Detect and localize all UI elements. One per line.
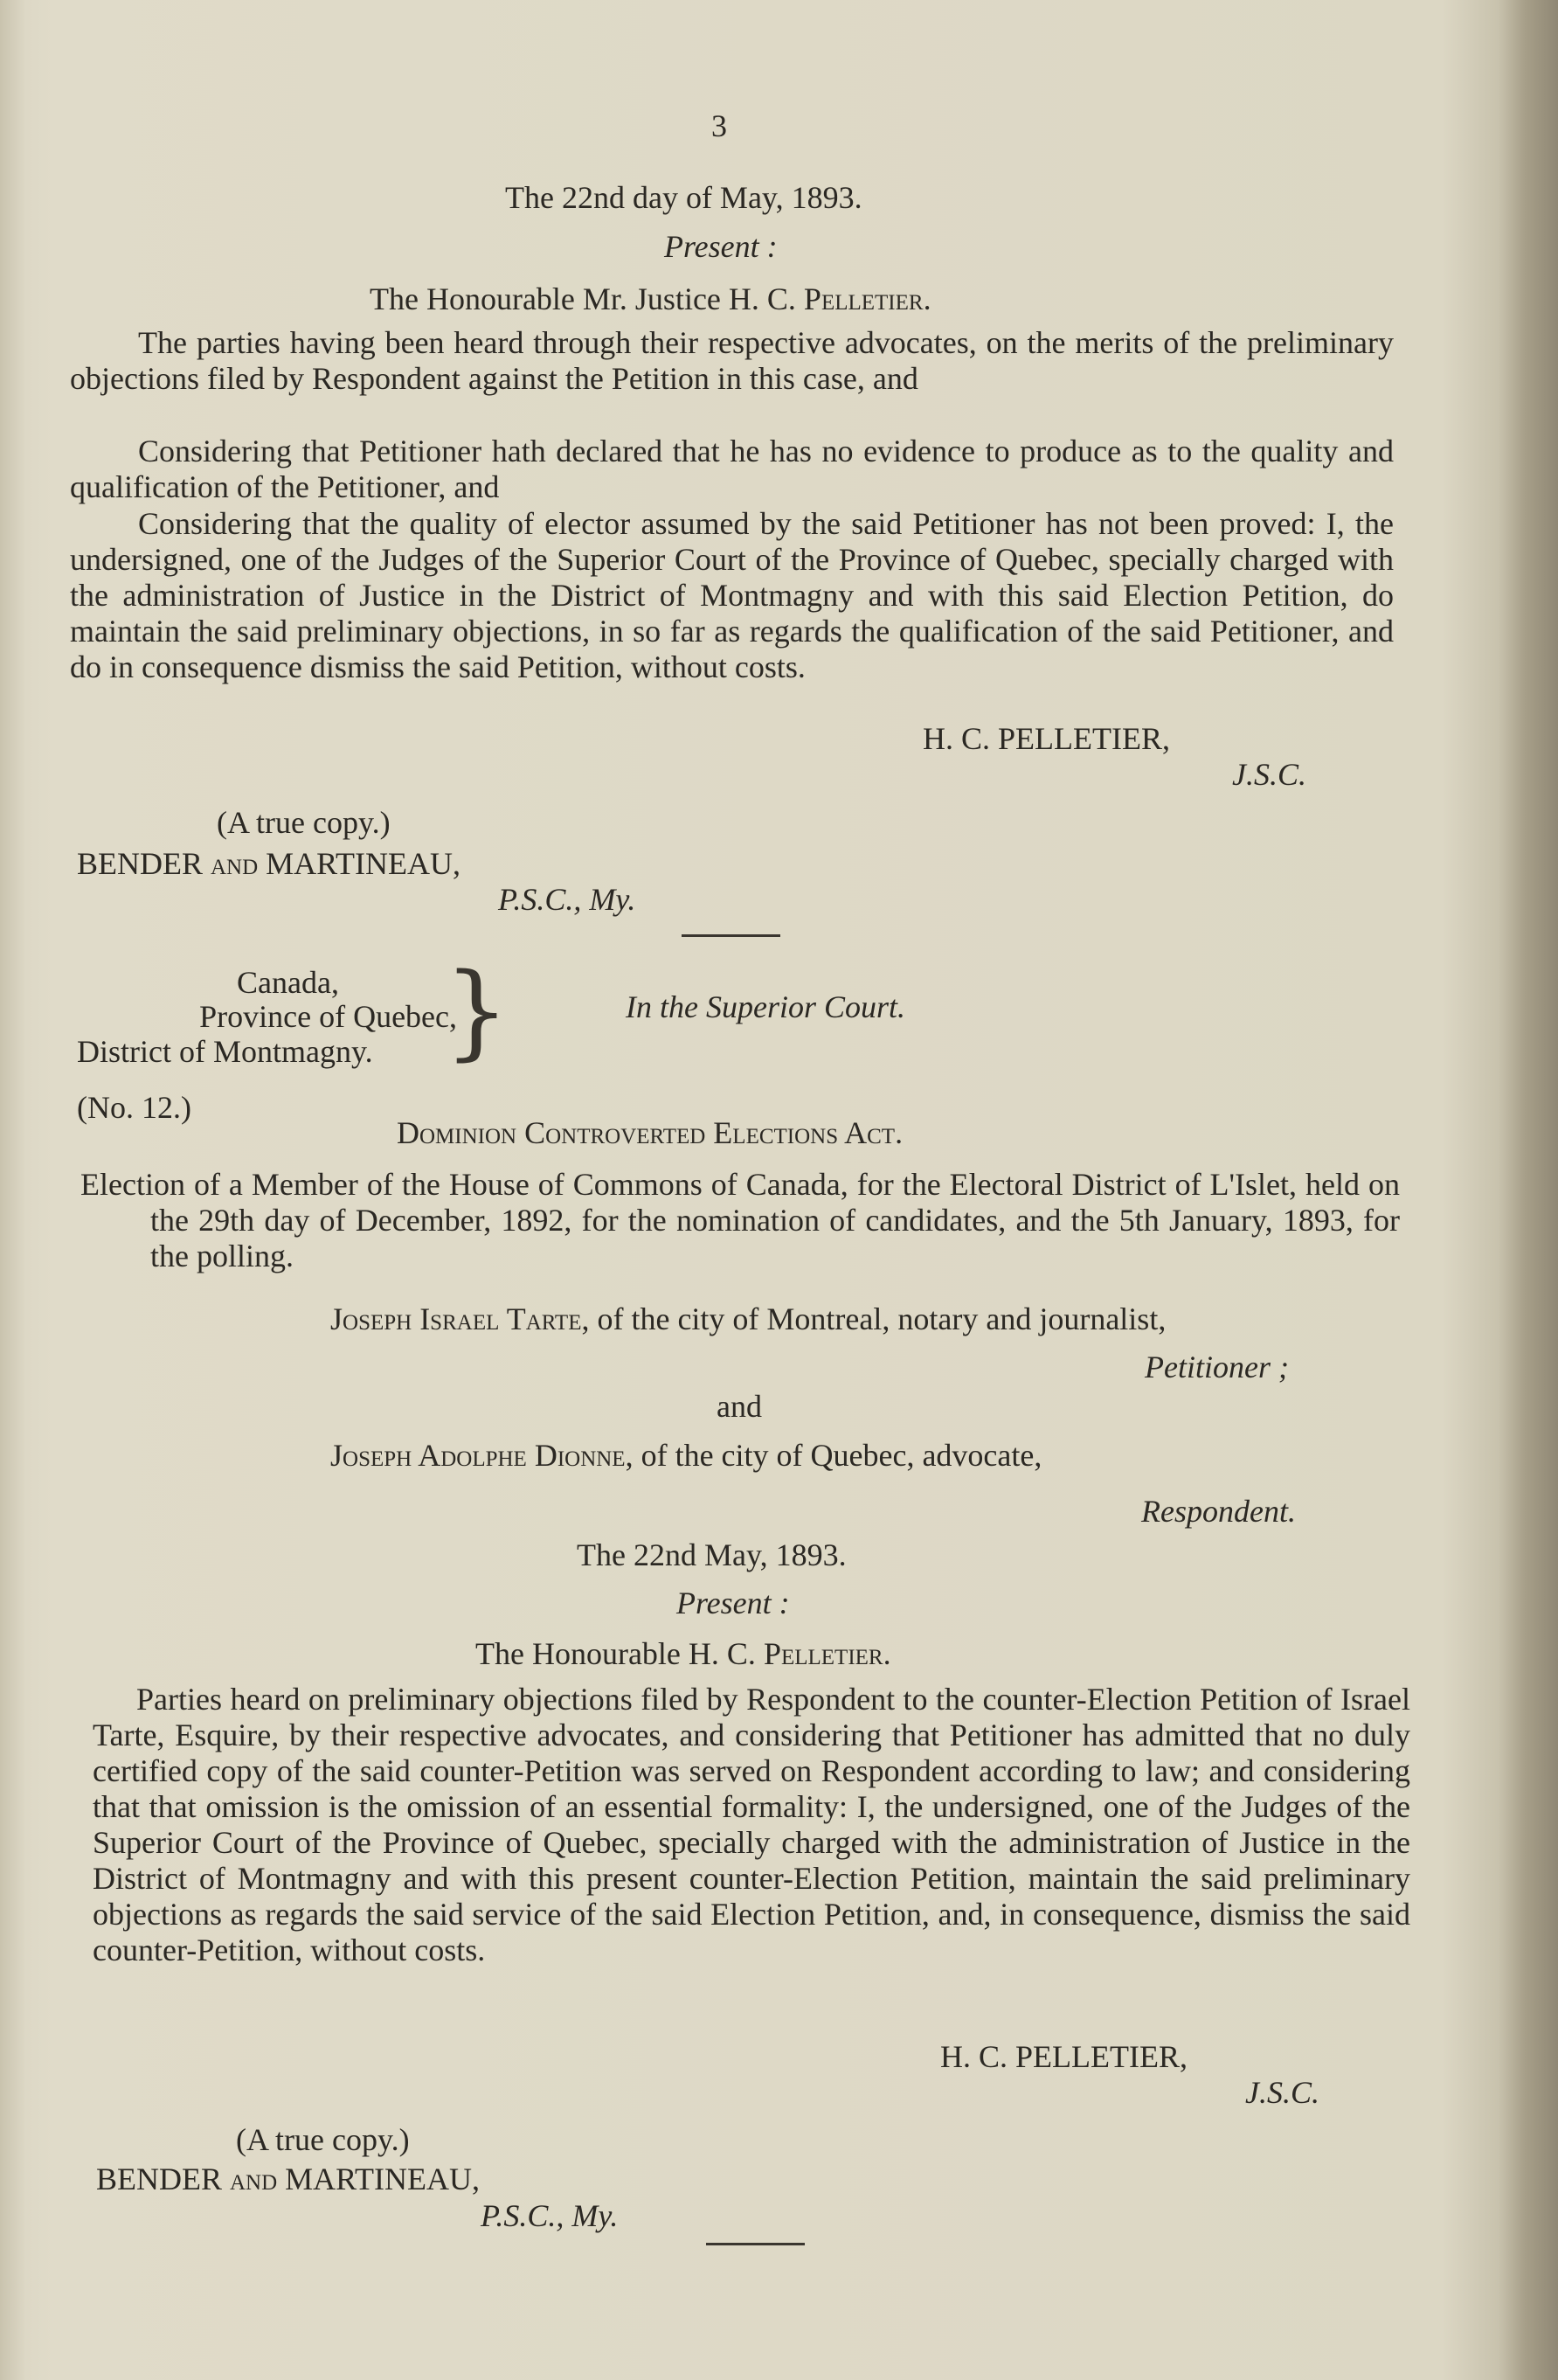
order2-firm-title: P.S.C., My. <box>481 2198 619 2233</box>
section-divider-1 <box>682 934 780 937</box>
order2-firm-and: and <box>230 2161 278 2196</box>
order1-firm-name-a: BENDER <box>77 846 211 881</box>
order2-firm <box>96 2161 480 2196</box>
order1-date: The 22nd day of May, 1893. <box>505 180 862 215</box>
order1-present: Present : <box>664 229 778 264</box>
order1-firm-and: and <box>211 846 259 881</box>
order1-paragraph-2: Considering that Petitioner hath declared that he has no evidence to produce as to the quality and qualification of the Petitioner, and <box>70 434 1394 504</box>
petitioner-role: Petitioner ; <box>1145 1350 1289 1384</box>
order1-firm-name-b: MARTINEAU, <box>258 846 460 881</box>
order2-date: The 22nd May, 1893. <box>577 1537 847 1572</box>
order1-judge-name: Pelletier. <box>803 281 931 316</box>
order1-judge <box>370 281 931 316</box>
respondent-description: , of the city of Quebec, advocate, <box>625 1438 1042 1473</box>
election-description: Election of a Member of the House of Commons of Canada, for the Electoral District of L'Islet, held on the 29th day of December, 1892, for the nomination of candidates, and the 5th January, 1893, for the polling. <box>80 1167 1400 1273</box>
order1-signature: H. C. PELLETIER, <box>923 721 1170 756</box>
order1-judge-prefix: The Honourable Mr. Justice H. C. <box>370 281 804 316</box>
petitioner-line <box>330 1301 1166 1336</box>
order1-firm <box>77 846 460 881</box>
order2-firm-name-a: BENDER <box>96 2161 230 2196</box>
section-divider-2 <box>706 2243 805 2245</box>
order2-firm-name-b: MARTINEAU, <box>277 2161 480 2196</box>
order1-firm-title: P.S.C., My. <box>498 882 636 917</box>
court-name: In the Superior Court. <box>626 989 905 1024</box>
order1-true-copy: (A true copy.) <box>217 805 391 840</box>
order2-signature: H. C. PELLETIER, <box>940 2039 1188 2074</box>
caption-province: Province of Quebec, <box>199 999 457 1034</box>
order1-signature-title: J.S.C. <box>1232 757 1306 792</box>
order2-body: Parties heard on preliminary objections filed by Respondent to the counter-Election Petition of Israel Tarte, Esquire, by their respective advocates, and considering that Petitioner has admitted that no duly certified copy of the said counter-Petition was served on Respondent according to law; and considering that that omission is the omission of an essential formality: I, the undersigned, one of the Judges of the Superior Court of the Province of Quebec, specially charged with the administration of Justice in the District of Montmagny and with this present counter-Election Petition, maintain the said preliminary objections as regards the said service of the said Election Petition, and, in consequence, dismiss the said counter-Petition, without costs. <box>93 1682 1410 1967</box>
respondent-role: Respondent. <box>1141 1494 1296 1529</box>
order2-judge-prefix: The Honourable H. C. <box>475 1636 764 1671</box>
order2-judge <box>475 1636 891 1671</box>
order2-present: Present : <box>676 1586 790 1620</box>
and-connector: and <box>717 1389 762 1424</box>
order1-paragraph-1: The parties having been heard through their respective advocates, on the merits of the preliminary objections filed by Respondent against the Petition in this case, and <box>70 325 1394 396</box>
caption-district: District of Montmagny. <box>77 1034 373 1069</box>
respondent-name: Joseph Adolphe Dionne <box>330 1438 626 1473</box>
order2-true-copy: (A true copy.) <box>236 2122 410 2157</box>
caption-canada: Canada, <box>237 965 339 1000</box>
caption-brace: } <box>444 950 510 1071</box>
page-number: 3 <box>711 108 727 143</box>
order1-paragraph-3: Considering that the quality of elector assumed by the said Petitioner has not been proved: I, the undersigned, one of the Judges of the Superior Court of the Province of Quebec, specially charged with the administration of Justice in the District of Montmagny and with this said Election Petition, do maintain the said preliminary objections, in so far as regards the qualification of the said Petitioner, and do in consequence dismiss the said Petition, without costs. <box>70 506 1394 684</box>
petitioner-name: Joseph Israel Tarte <box>330 1301 582 1336</box>
order2-judge-name: Pelletier. <box>763 1636 891 1671</box>
petitioner-description: , of the city of Montreal, notary and journalist, <box>581 1301 1167 1336</box>
respondent-line <box>330 1438 1042 1473</box>
order2-signature-title: J.S.C. <box>1245 2075 1319 2110</box>
act-title: Dominion Controverted Elections Act. <box>397 1115 904 1150</box>
order2-number: (No. 12.) <box>77 1090 191 1125</box>
